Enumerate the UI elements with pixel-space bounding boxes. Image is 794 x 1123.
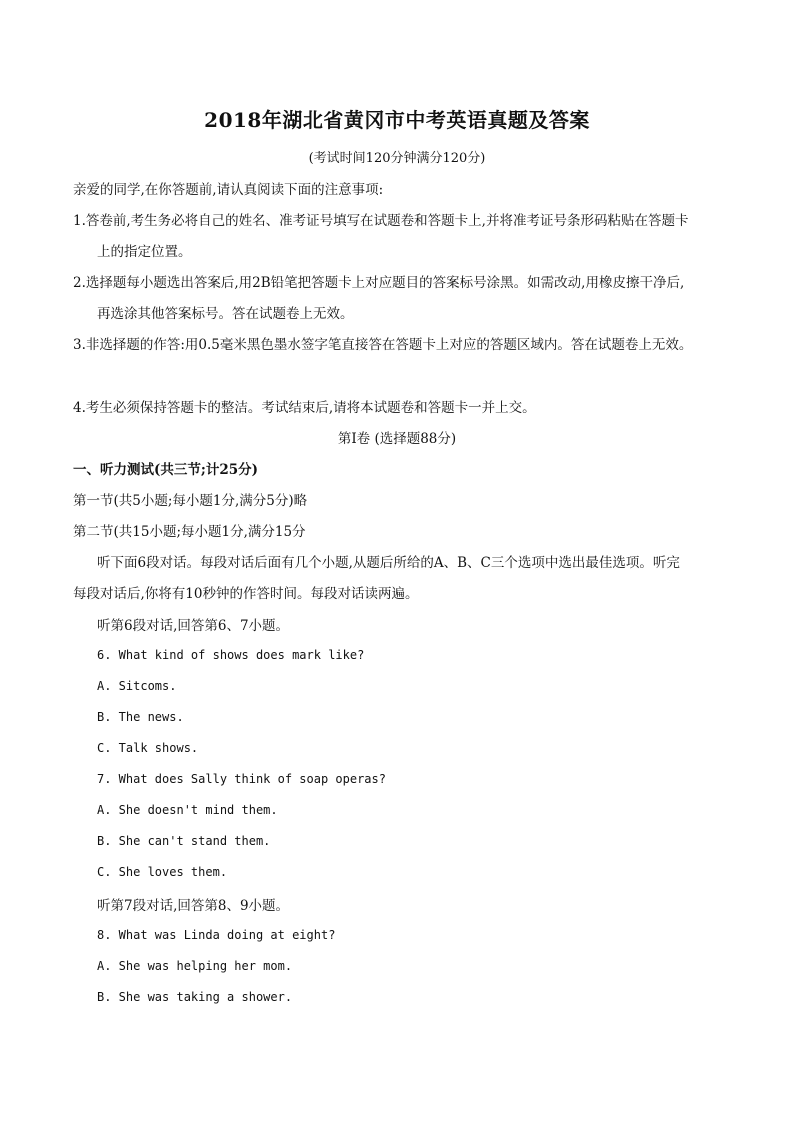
note-3: 3.非选择题的作答:用0.5毫米黑色墨水签字笔直接答在答题卡上对应的答题区域内。答在试题卷上无效。 — [73, 337, 693, 353]
part-title: 第Ⅰ卷 (选择题88分) — [337, 431, 457, 447]
subsection-1: 第一节(共5小题;每小题1分,满分5分)略 — [73, 493, 308, 509]
question-7-option-b: B. She can't stand them. — [97, 834, 271, 848]
instruction-cont: 每段对话后,你将有10秒钟的作答时间。每段对话读两遍。 — [73, 586, 419, 602]
dialog-6-heading: 听第6段对话,回答第6、7小题。 — [97, 618, 290, 634]
question-6: 6. What kind of shows does mark like? — [97, 648, 365, 662]
question-6-option-a: A. Sitcoms. — [97, 679, 177, 693]
question-6-option-b: B. The news. — [97, 710, 184, 724]
note-2-cont: 再选涂其他答案标号。答在试题卷上无效。 — [97, 306, 354, 322]
question-7-option-a: A. She doesn't mind them. — [97, 803, 278, 817]
subsection-2: 第二节(共15小题;每小题1分,满分15分 — [73, 524, 306, 540]
question-7-option-c: C. She loves them. — [97, 865, 228, 879]
question-6-option-c: C. Talk shows. — [97, 741, 199, 755]
exam-time-note: (考试时间120分钟满分120分) — [308, 151, 486, 166]
dialog-7-heading: 听第7段对话,回答第8、9小题。 — [97, 898, 290, 914]
question-8-option-a: A. She was helping her mom. — [97, 959, 293, 973]
question-8: 8. What was Linda doing at eight? — [97, 928, 336, 942]
note-4: 4.考生必须保持答题卡的整洁。考试结束后,请将本试题卷和答题卡一并上交。 — [73, 400, 536, 416]
greeting: 亲爱的同学,在你答题前,请认真阅读下面的注意事项: — [73, 182, 384, 198]
note-1-cont: 上的指定位置。 — [97, 244, 192, 260]
section-heading: 一、听力测试(共三节;计25分) — [73, 462, 259, 478]
note-2: 2.选择题每小题选出答案后,用2B铅笔把答题卡上对应题目的答案标号涂黑。如需改动,用橡皮擦干净后, — [73, 275, 685, 291]
note-1: 1.答卷前,考生务必将自己的姓名、准考证号填写在试题卷和答题卡上,并将准考证号条形码粘贴在答题卡 — [73, 213, 689, 229]
question-8-option-b: B. She was taking a shower. — [97, 990, 293, 1004]
question-7: 7. What does Sally think of soap operas? — [97, 772, 386, 786]
instruction: 听下面6段对话。每段对话后面有几个小题,从题后所给的A、B、C三个选项中选出最佳选项。听完 — [97, 555, 680, 571]
page-title: 2018年湖北省黄冈市中考英语真题及答案 — [204, 108, 590, 132]
